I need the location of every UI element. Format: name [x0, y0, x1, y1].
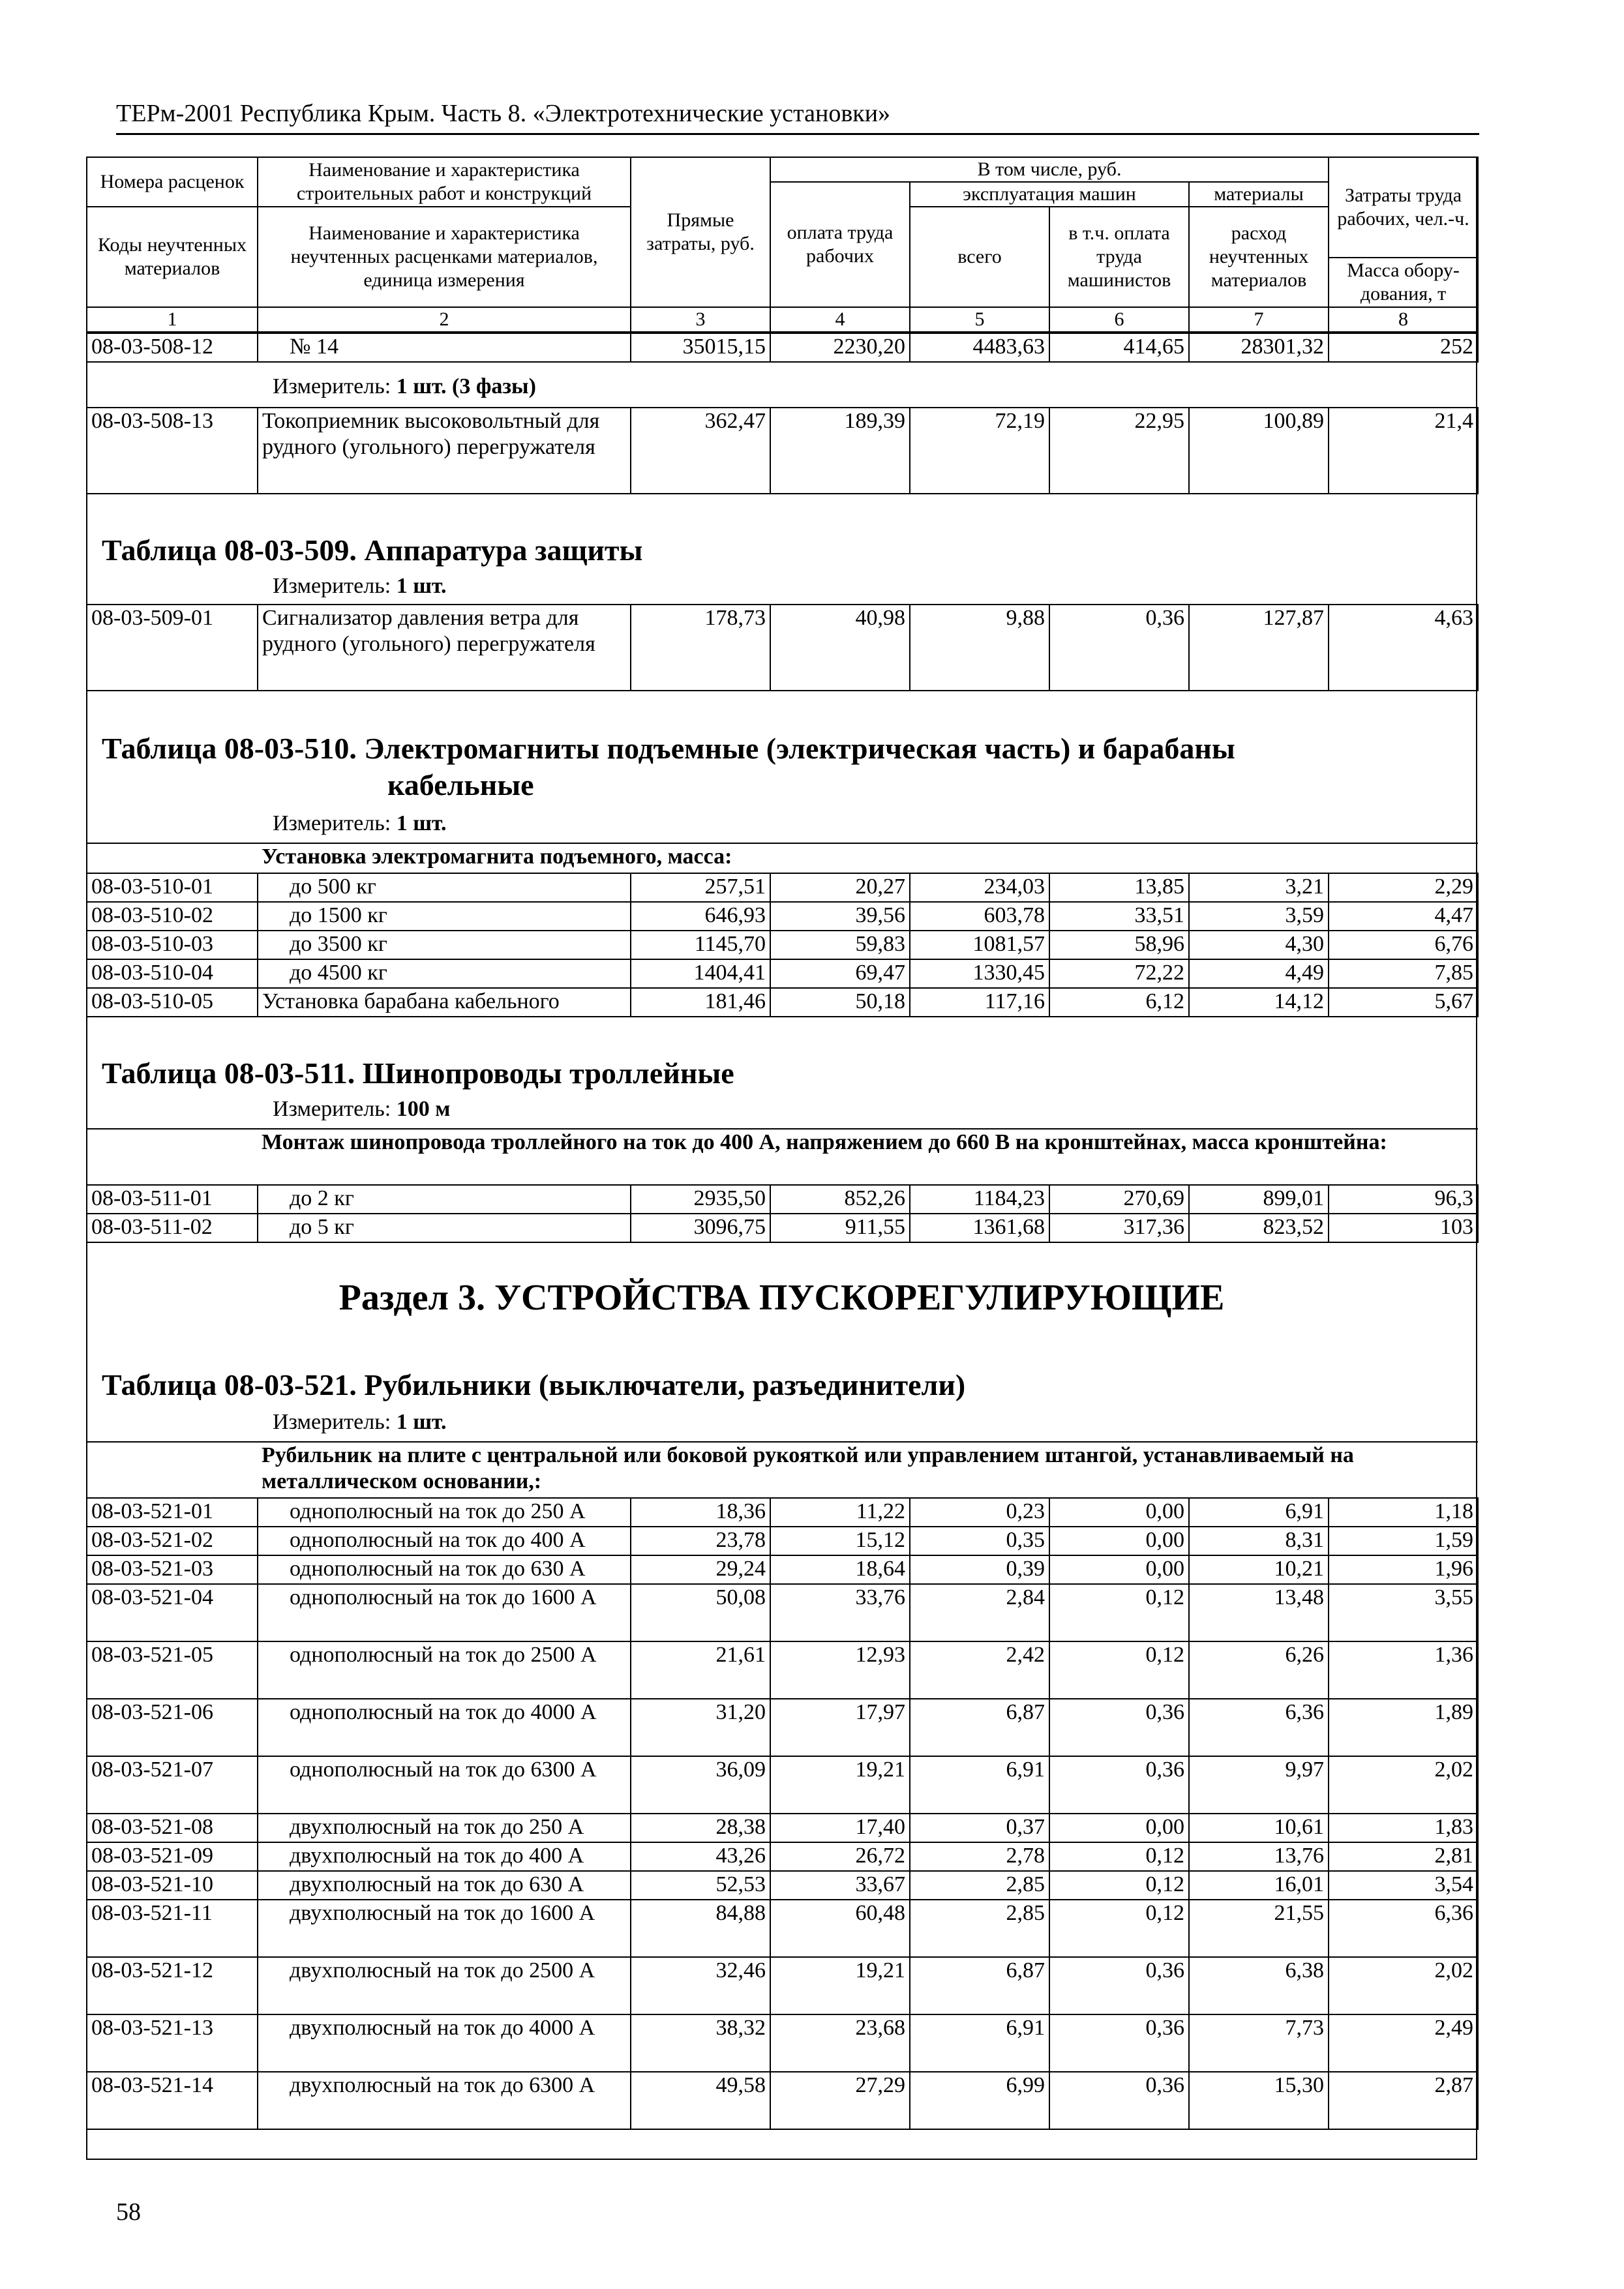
value-cell: 3096,75	[631, 1214, 770, 1242]
header-direct-costs: Прямые затраты, руб.	[631, 157, 770, 307]
value-cell: 84,88	[631, 1900, 770, 1957]
group-heading: Рубильник на плите с центральной или боковой рукояткой или управлением штангой, устанавливаемый на металлическом основании,:	[258, 1442, 1478, 1498]
rate-name: однополюсный на ток до 400 А	[258, 1527, 631, 1555]
value-cell: 58,96	[1049, 931, 1189, 959]
value-cell: 3,55	[1329, 1584, 1478, 1641]
rate-name: однополюсный на ток до 6300 А	[258, 1756, 631, 1814]
value-cell: 0,39	[910, 1555, 1049, 1584]
value-cell: 1081,57	[910, 931, 1049, 959]
value-cell: 317,36	[1049, 1214, 1189, 1242]
table-row	[87, 1214, 1478, 1242]
value-cell: 33,67	[770, 1871, 910, 1900]
value-cell: 0,00	[1049, 1814, 1189, 1842]
value-cell: 38,32	[631, 2014, 770, 2072]
header-machinist-pay: в т.ч. оплата труда машинистов	[1049, 207, 1189, 307]
value-cell: 33,76	[770, 1584, 910, 1641]
rate-name: до 1500 кг	[258, 902, 631, 931]
value-cell: 17,97	[770, 1699, 910, 1756]
value-cell: 2935,50	[631, 1185, 770, 1214]
value-cell: 28301,32	[1189, 333, 1329, 362]
table-509-title: Таблица 08-03-509. Аппаратура защиты	[102, 533, 643, 567]
value-cell: 0,36	[1049, 1957, 1189, 2014]
table-521-title: Таблица 08-03-521. Рубильники (выключатели, разъединители)	[102, 1368, 966, 1401]
group-heading: Монтаж шинопровода троллейного на ток до 400 А, напряжением до 660 В на кронштейнах, масса кронштейна:	[258, 1129, 1478, 1185]
value-cell: 14,12	[1189, 988, 1329, 1017]
value-cell: 252	[1329, 333, 1478, 362]
value-cell: 3,59	[1189, 902, 1329, 931]
value-cell: 852,26	[770, 1185, 910, 1214]
value-cell: 0,36	[1049, 1756, 1189, 1814]
page-number: 58	[116, 2198, 141, 2226]
main-table-header	[86, 157, 1477, 363]
rate-code: 08-03-508-13	[87, 408, 258, 494]
value-cell: 4,49	[1189, 959, 1329, 988]
measure-521: Измеритель: 1 шт.	[273, 1410, 447, 1434]
rate-code: 08-03-521-10	[87, 1871, 258, 1900]
table-row	[87, 1498, 1478, 1527]
table-row	[87, 1957, 1478, 2014]
value-cell: 2,42	[910, 1641, 1049, 1699]
value-cell: 1404,41	[631, 959, 770, 988]
section-title: Раздел 3. УСТРОЙСТВА ПУСКОРЕГУЛИРУЮЩИЕ	[338, 1278, 1225, 1318]
group-row	[87, 1129, 1478, 1185]
value-cell: 20,27	[770, 873, 910, 902]
rate-code: 08-03-509-01	[87, 605, 258, 691]
rate-name: двухполюсный на ток до 1600 А	[258, 1900, 631, 1957]
value-cell: 0,36	[1049, 605, 1189, 691]
value-cell: 2,49	[1329, 2014, 1478, 2072]
rate-name: до 3500 кг	[258, 931, 631, 959]
rate-code: 08-03-510-04	[87, 959, 258, 988]
value-cell: 18,64	[770, 1555, 910, 1584]
value-cell: 60,48	[770, 1900, 910, 1957]
value-cell: 10,61	[1189, 1814, 1329, 1842]
value-cell: 96,3	[1329, 1185, 1478, 1214]
rate-name: до 500 кг	[258, 873, 631, 902]
rate-code: 08-03-521-01	[87, 1498, 258, 1527]
table-row	[87, 1842, 1478, 1871]
rate-code: 08-03-521-03	[87, 1555, 258, 1584]
rate-name: двухполюсный на ток до 630 А	[258, 1871, 631, 1900]
header-material-codes: Коды неучтенных материалов	[87, 207, 258, 307]
value-cell: 6,38	[1189, 1957, 1329, 2014]
value-cell: 13,48	[1189, 1584, 1329, 1641]
value-cell: 50,18	[770, 988, 910, 1017]
value-cell: 7,85	[1329, 959, 1478, 988]
group-heading: Установка электромагнита подъемного, масса:	[258, 843, 1478, 873]
table-row	[87, 1527, 1478, 1555]
value-cell: 1,18	[1329, 1498, 1478, 1527]
table-row	[87, 959, 1478, 988]
table-509	[86, 604, 1477, 691]
table-row	[87, 605, 1478, 691]
value-cell: 52,53	[631, 1871, 770, 1900]
rate-code: 08-03-508-12	[87, 333, 258, 362]
table-508-13	[86, 407, 1477, 494]
value-cell: 21,55	[1189, 1900, 1329, 1957]
rate-name: Токоприемник высоковольтный для рудного (угольного) перегружателя	[258, 408, 631, 494]
rate-name: Установка барабана кабельного	[258, 988, 631, 1017]
header-including: В том числе, руб.	[770, 157, 1329, 182]
value-cell: 1,59	[1329, 1527, 1478, 1555]
rate-name: однополюсный на ток до 630 А	[258, 1555, 631, 1584]
value-cell: 0,37	[910, 1814, 1049, 1842]
value-cell: 72,19	[910, 408, 1049, 494]
value-cell: 2,02	[1329, 1756, 1478, 1814]
value-cell: 6,26	[1189, 1641, 1329, 1699]
col-num: 1	[87, 307, 258, 332]
value-cell: 6,36	[1189, 1699, 1329, 1756]
header-labor-cost: Затраты труда рабочих, чел.-ч.	[1329, 157, 1478, 258]
measure-508: Измеритель: 1 шт. (3 фазы)	[273, 374, 536, 398]
header-work-name: Наименование и характеристика строительных работ и конструкций	[258, 157, 631, 207]
value-cell: 9,97	[1189, 1756, 1329, 1814]
col-num: 3	[631, 307, 770, 332]
value-cell: 0,12	[1049, 1641, 1189, 1699]
value-cell: 1,83	[1329, 1814, 1478, 1842]
header-machines: эксплуатация машин	[910, 182, 1189, 207]
table-row	[87, 1871, 1478, 1900]
header-rate-numbers: Номера расценок	[87, 157, 258, 207]
running-header: ТЕРм-2001 Республика Крым. Часть 8. «Электротехнические установки»	[116, 100, 891, 127]
rate-code: 08-03-510-02	[87, 902, 258, 931]
value-cell: 0,00	[1049, 1527, 1189, 1555]
rate-name: до 2 кг	[258, 1185, 631, 1214]
table-row	[87, 408, 1478, 494]
rate-name: однополюсный на ток до 2500 А	[258, 1641, 631, 1699]
value-cell: 43,26	[631, 1842, 770, 1871]
value-cell: 117,16	[910, 988, 1049, 1017]
value-cell: 2,81	[1329, 1842, 1478, 1871]
value-cell: 13,76	[1189, 1842, 1329, 1871]
value-cell: 911,55	[770, 1214, 910, 1242]
value-cell: 1,96	[1329, 1555, 1478, 1584]
table-row	[87, 988, 1478, 1017]
rate-name: Сигнализатор давления ветра для рудного (угольного) перегружателя	[258, 605, 631, 691]
value-cell: 6,36	[1329, 1900, 1478, 1957]
table-row	[87, 931, 1478, 959]
table-row	[87, 902, 1478, 931]
table-510-title-cont: кабельные	[387, 768, 534, 801]
value-cell: 15,30	[1189, 2072, 1329, 2129]
value-cell: 0,00	[1049, 1498, 1189, 1527]
table-511-title: Таблица 08-03-511. Шинопроводы троллейные	[102, 1056, 734, 1090]
value-cell: 646,93	[631, 902, 770, 931]
value-cell: 100,89	[1189, 408, 1329, 494]
value-cell: 6,91	[910, 2014, 1049, 2072]
table-510-title: Таблица 08-03-510. Электромагниты подъемные (электрическая часть) и барабаны	[102, 732, 1235, 765]
value-cell: 0,23	[910, 1498, 1049, 1527]
rate-code: 08-03-521-13	[87, 2014, 258, 2072]
value-cell: 2,84	[910, 1584, 1049, 1641]
col-num: 8	[1329, 307, 1478, 332]
value-cell: 823,52	[1189, 1214, 1329, 1242]
rate-code: 08-03-521-02	[87, 1527, 258, 1555]
rate-name: однополюсный на ток до 4000 А	[258, 1699, 631, 1756]
value-cell: 23,68	[770, 2014, 910, 2072]
value-cell: 257,51	[631, 873, 770, 902]
rate-code: 08-03-510-01	[87, 873, 258, 902]
table-row	[87, 1185, 1478, 1214]
rate-code: 08-03-521-09	[87, 1842, 258, 1871]
value-cell: 1330,45	[910, 959, 1049, 988]
col-num: 4	[770, 307, 910, 332]
value-cell: 0,12	[1049, 1584, 1189, 1641]
table-row	[87, 1756, 1478, 1814]
value-cell: 2,85	[910, 1871, 1049, 1900]
table-row	[87, 1900, 1478, 1957]
value-cell: 33,51	[1049, 902, 1189, 931]
rate-name: до 5 кг	[258, 1214, 631, 1242]
value-cell: 69,47	[770, 959, 910, 988]
value-cell: 1361,68	[910, 1214, 1049, 1242]
value-cell: 19,21	[770, 1756, 910, 1814]
value-cell: 6,76	[1329, 931, 1478, 959]
header-material-usage: расход неучтенных материалов	[1189, 207, 1329, 307]
header-material-name: Наименование и характеристика неучтенных расценками материалов, единица измерения	[258, 207, 631, 307]
value-cell: 0,00	[1049, 1555, 1189, 1584]
table-row	[87, 1814, 1478, 1842]
value-cell: 362,47	[631, 408, 770, 494]
value-cell: 31,20	[631, 1699, 770, 1756]
value-cell: 23,78	[631, 1527, 770, 1555]
rate-code: 08-03-510-03	[87, 931, 258, 959]
value-cell: 899,01	[1189, 1185, 1329, 1214]
header-rule	[116, 133, 1479, 135]
rate-name: двухполюсный на ток до 6300 А	[258, 2072, 631, 2129]
value-cell: 0,12	[1049, 1871, 1189, 1900]
value-cell: 11,22	[770, 1498, 910, 1527]
value-cell: 10,21	[1189, 1555, 1329, 1584]
group-row	[87, 843, 1478, 873]
value-cell: 103	[1329, 1214, 1478, 1242]
value-cell: 0,36	[1049, 1699, 1189, 1756]
value-cell: 0,12	[1049, 1900, 1189, 1957]
value-cell: 12,93	[770, 1641, 910, 1699]
table-row	[87, 1699, 1478, 1756]
rate-code: 08-03-521-08	[87, 1814, 258, 1842]
rate-name: двухполюсный на ток до 250 А	[258, 1814, 631, 1842]
table-510	[86, 843, 1477, 1017]
rate-code: 08-03-521-06	[87, 1699, 258, 1756]
value-cell: 19,21	[770, 1957, 910, 2014]
value-cell: 6,87	[910, 1699, 1049, 1756]
value-cell: 32,46	[631, 1957, 770, 2014]
rate-name: двухполюсный на ток до 2500 А	[258, 1957, 631, 2014]
rate-code: 08-03-511-01	[87, 1185, 258, 1214]
value-cell: 0,36	[1049, 2014, 1189, 2072]
value-cell: 6,91	[910, 1756, 1049, 1814]
value-cell: 6,87	[910, 1957, 1049, 2014]
rate-name: однополюсный на ток до 250 А	[258, 1498, 631, 1527]
value-cell: 17,40	[770, 1814, 910, 1842]
value-cell: 8,31	[1189, 1527, 1329, 1555]
measure-510: Измеритель: 1 шт.	[273, 811, 447, 835]
rate-code: 08-03-521-07	[87, 1756, 258, 1814]
value-cell: 1184,23	[910, 1185, 1049, 1214]
value-cell: 2,29	[1329, 873, 1478, 902]
value-cell: 5,67	[1329, 988, 1478, 1017]
measure-511: Измеритель: 100 м	[273, 1097, 451, 1121]
value-cell: 4,30	[1189, 931, 1329, 959]
table-row	[87, 2014, 1478, 2072]
value-cell: 13,85	[1049, 873, 1189, 902]
value-cell: 40,98	[770, 605, 910, 691]
value-cell: 36,09	[631, 1756, 770, 1814]
rate-code: 08-03-510-05	[87, 988, 258, 1017]
header-materials: материалы	[1189, 182, 1329, 207]
value-cell: 18,36	[631, 1498, 770, 1527]
value-cell: 1145,70	[631, 931, 770, 959]
value-cell: 0,12	[1049, 1842, 1189, 1871]
value-cell: 4,63	[1329, 605, 1478, 691]
value-cell: 2230,20	[770, 333, 910, 362]
value-cell: 7,73	[1189, 2014, 1329, 2072]
rate-code: 08-03-511-02	[87, 1214, 258, 1242]
value-cell: 2,02	[1329, 1957, 1478, 2014]
rate-name: однополюсный на ток до 1600 А	[258, 1584, 631, 1641]
table-511	[86, 1128, 1477, 1243]
value-cell: 72,22	[1049, 959, 1189, 988]
value-cell: 0,35	[910, 1527, 1049, 1555]
value-cell: 2,85	[910, 1900, 1049, 1957]
rate-name: № 14	[258, 333, 631, 362]
value-cell: 270,69	[1049, 1185, 1189, 1214]
value-cell: 4,47	[1329, 902, 1478, 931]
rate-code: 08-03-521-14	[87, 2072, 258, 2129]
value-cell: 35015,15	[631, 333, 770, 362]
value-cell: 49,58	[631, 2072, 770, 2129]
col-num: 2	[258, 307, 631, 332]
value-cell: 29,24	[631, 1555, 770, 1584]
value-cell: 3,21	[1189, 873, 1329, 902]
value-cell: 414,65	[1049, 333, 1189, 362]
col-num: 7	[1189, 307, 1329, 332]
value-cell: 2,78	[910, 1842, 1049, 1871]
rate-code: 08-03-521-05	[87, 1641, 258, 1699]
value-cell: 6,12	[1049, 988, 1189, 1017]
value-cell: 9,88	[910, 605, 1049, 691]
value-cell: 6,99	[910, 2072, 1049, 2129]
col-num: 6	[1049, 307, 1189, 332]
value-cell: 1,89	[1329, 1699, 1478, 1756]
rate-code: 08-03-521-11	[87, 1900, 258, 1957]
value-cell: 3,54	[1329, 1871, 1478, 1900]
value-cell: 0,36	[1049, 2072, 1189, 2129]
table-row	[87, 1555, 1478, 1584]
value-cell: 189,39	[770, 408, 910, 494]
value-cell: 27,29	[770, 2072, 910, 2129]
value-cell: 15,12	[770, 1527, 910, 1555]
group-row	[87, 1442, 1478, 1498]
table-row	[87, 2072, 1478, 2129]
value-cell: 2,87	[1329, 2072, 1478, 2129]
value-cell: 28,38	[631, 1814, 770, 1842]
header-labor-pay: оплата труда рабочих	[770, 182, 910, 307]
table-row	[87, 1584, 1478, 1641]
value-cell: 21,61	[631, 1641, 770, 1699]
header-machines-total: всего	[910, 207, 1049, 307]
value-cell: 4483,63	[910, 333, 1049, 362]
value-cell: 178,73	[631, 605, 770, 691]
value-cell: 181,46	[631, 988, 770, 1017]
value-cell: 59,83	[770, 931, 910, 959]
value-cell: 26,72	[770, 1842, 910, 1871]
value-cell: 234,03	[910, 873, 1049, 902]
value-cell: 1,36	[1329, 1641, 1478, 1699]
value-cell: 603,78	[910, 902, 1049, 931]
rate-name: до 4500 кг	[258, 959, 631, 988]
table-row	[87, 1641, 1478, 1699]
value-cell: 16,01	[1189, 1871, 1329, 1900]
table-row	[87, 333, 1478, 362]
table-521	[86, 1441, 1477, 2130]
col-num: 5	[910, 307, 1049, 332]
value-cell: 39,56	[770, 902, 910, 931]
measure-509: Измеритель: 1 шт.	[273, 574, 447, 598]
value-cell: 21,4	[1329, 408, 1478, 494]
value-cell: 22,95	[1049, 408, 1189, 494]
rate-code: 08-03-521-04	[87, 1584, 258, 1641]
table-row	[87, 873, 1478, 902]
rate-code: 08-03-521-12	[87, 1957, 258, 2014]
value-cell: 6,91	[1189, 1498, 1329, 1527]
value-cell: 127,87	[1189, 605, 1329, 691]
header-equipment-mass: Масса обору-дования, т	[1329, 258, 1478, 307]
value-cell: 50,08	[631, 1584, 770, 1641]
rate-name: двухполюсный на ток до 400 А	[258, 1842, 631, 1871]
rate-name: двухполюсный на ток до 4000 А	[258, 2014, 631, 2072]
